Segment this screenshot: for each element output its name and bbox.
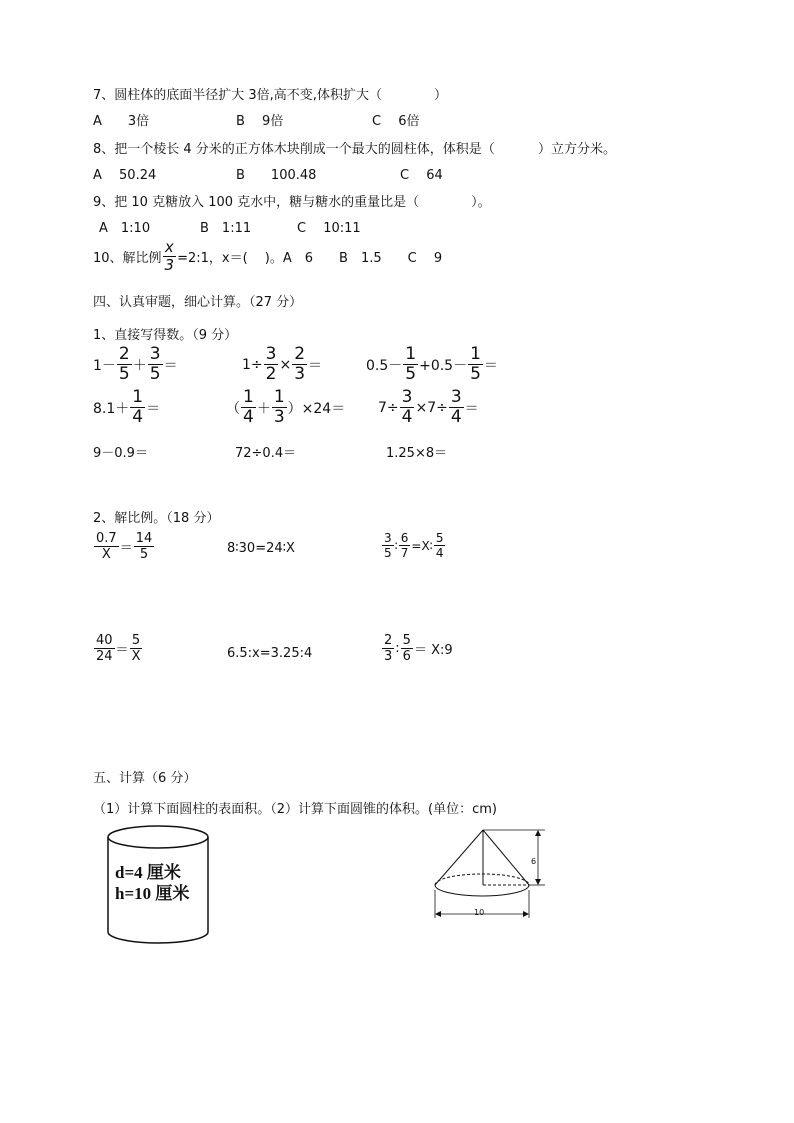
cone-left-side (435, 830, 483, 885)
prop-4-num1: 40 (96, 633, 113, 648)
prop-3-mid: =X∶ (411, 538, 433, 553)
proportion-1 (93, 532, 155, 561)
expr-2 (242, 346, 322, 383)
q10-frac-num: x (164, 238, 174, 256)
q8-option-c: C 64 (400, 168, 443, 183)
expr-3-op: +0.5－ (419, 357, 468, 374)
cone-figure (425, 820, 560, 925)
expr-4-tail: ＝ (146, 400, 161, 417)
proportion-3 (381, 532, 446, 559)
q10-prefix: 10、解比例 (93, 251, 162, 266)
proportion-4 (93, 634, 143, 663)
q9-option-b: B 1:11 (200, 221, 252, 236)
expr-6-tail: ＝ (464, 400, 479, 417)
cylinder-bottom-arc (108, 932, 208, 943)
prop-1-den1: X (101, 547, 111, 562)
expr-1-lead: 1－ (93, 357, 116, 374)
prop-6-colon: : (395, 641, 400, 656)
prop-3-den3: 4 (435, 546, 444, 560)
prop-3-den2: 7 (400, 546, 409, 560)
prop-1-num1: 0.7 (96, 531, 117, 546)
expr-6-f2-num: 3 (450, 387, 462, 407)
cylinder-diameter-label: d=4 厘米 (115, 863, 181, 882)
expr-2-f1-den: 2 (265, 364, 277, 384)
q9-text: 9、把 10 克糖放入 100 克水中，糖与糖水的重量比是（ ）。 (93, 195, 491, 210)
cone-right-side (483, 830, 529, 885)
expr-5 (226, 389, 345, 426)
expr-2-f2-den: 3 (294, 364, 306, 384)
expr-5-f1-num: 1 (243, 387, 254, 407)
expr-6-f2-den: 4 (450, 407, 462, 427)
expr-2-lead: 1÷ (242, 356, 263, 373)
expr-5-f1-den: 4 (243, 407, 254, 427)
expr-5-f2-den: 3 (273, 407, 285, 427)
prop-4-den2: X (131, 649, 141, 664)
expr-1-f1-den: 5 (118, 364, 130, 384)
q7-option-b: B 9倍 (236, 114, 284, 129)
expr-6-lead: 7÷ (378, 399, 399, 416)
cone-width-arrow-right (523, 911, 529, 917)
q8-option-a: A 50.24 (93, 168, 157, 183)
q8-option-b: B 100.48 (236, 168, 317, 183)
expr-1-op: ＋ (132, 357, 147, 374)
prop-4-num2: 5 (131, 633, 141, 648)
expr-5-tail: ）×24＝ (287, 400, 346, 417)
prop-4-den1: 24 (96, 649, 113, 664)
expr-8: 72÷0.4＝ (235, 446, 297, 461)
cone-height-arrow-top (535, 830, 541, 836)
expr-3-lead: 0.5－ (366, 357, 403, 374)
expr-1-f1-num: 2 (118, 344, 130, 364)
prop-3-colon: ∶ (394, 538, 398, 553)
cone-height-label: 6 (531, 857, 537, 866)
prop-6-num1: 2 (384, 633, 393, 648)
expr-5-f2-num: 1 (273, 387, 285, 407)
expr-1-f2-den: 5 (149, 364, 161, 384)
expr-3-f1-den: 5 (405, 364, 417, 384)
expr-6-f1-den: 4 (401, 407, 413, 427)
cone-diameter-label: 10 (474, 908, 485, 917)
section5-instructions: （1）计算下面圆柱的表面积。（2）计算下面圆锥的体积。(单位：cm) (93, 802, 497, 817)
prop-6-den1: 3 (384, 649, 393, 664)
expr-2-f1-num: 3 (265, 344, 277, 364)
q9-option-c: C 10:11 (297, 221, 361, 236)
q10-frac-den: 3 (164, 256, 175, 274)
proportion-5: 6.5:x=3.25:4 (227, 646, 313, 661)
prop-1-eq: ＝ (119, 541, 133, 556)
q7-option-c: C 6倍 (372, 114, 420, 129)
q7-option-a: A 3倍 (93, 114, 150, 129)
expr-4-lead: 8.1＋ (93, 400, 130, 417)
prop-6-tail: ＝ X:9 (413, 643, 453, 658)
expr-6 (378, 389, 479, 426)
prop-3-num1: 3 (384, 531, 392, 545)
expr-4-f1-den: 4 (132, 407, 144, 427)
expr-5-op: ＋ (256, 400, 271, 417)
q9-option-a: A 1:10 (99, 221, 151, 236)
q7-text: 7、圆柱体的底面半径扩大 3倍,高不变,体积扩大（ ） (93, 88, 447, 103)
prop-4-eq: ＝ (115, 643, 129, 658)
prop-3-num3: 5 (435, 531, 444, 545)
expr-3-f2-num: 1 (470, 344, 481, 364)
prop-1-num2: 14 (135, 531, 153, 546)
cylinder-top-ellipse (108, 826, 208, 848)
part2-title: 2、解比例。（18 分） (93, 511, 220, 526)
prop-1-den2: 5 (139, 547, 149, 562)
expr-1-f2-num: 3 (149, 344, 161, 364)
cone-width-arrow-left (435, 911, 441, 917)
section5-title: 五、计算（6 分） (93, 771, 197, 786)
cone-base-back-arc (435, 874, 529, 885)
q10-line (93, 240, 442, 273)
expr-3-f1-num: 1 (405, 344, 417, 364)
expr-2-op: × (279, 356, 292, 373)
prop-6-den2: 6 (402, 649, 411, 664)
expr-1-tail: ＝ (163, 357, 178, 374)
cone-height-arrow-bottom (535, 879, 541, 885)
proportion-6 (381, 634, 453, 663)
expr-9: 1.25×8＝ (386, 446, 448, 461)
expr-6-f1-num: 3 (401, 387, 413, 407)
expr-4 (93, 389, 160, 426)
proportion-2: 8∶30=24∶X (227, 541, 295, 556)
cylinder-height-label: h=10 厘米 (115, 884, 190, 903)
prop-6-num2: 5 (402, 633, 411, 648)
expr-3-tail: ＝ (483, 357, 498, 374)
q10-suffix: =2:1，x＝( )。A 6 B 1.5 C 9 (177, 251, 443, 266)
q8-text: 8、把一个棱长 4 分米的正方体木块削成一个最大的圆柱体，体积是（ ）立方分米。 (93, 142, 616, 157)
expr-2-tail: ＝ (308, 357, 323, 374)
expr-4-f1-num: 1 (132, 387, 144, 407)
section4-title: 四、认真审题，细心计算。（27 分） (93, 295, 303, 310)
expr-5-lead: （ (226, 400, 240, 417)
expr-3 (366, 346, 498, 383)
prop-3-num2: 6 (400, 531, 409, 545)
prop-3-den1: 5 (384, 546, 392, 560)
expr-7: 9－0.9＝ (93, 446, 148, 461)
q10-fraction (163, 240, 177, 273)
expr-2-f2-num: 2 (294, 344, 306, 364)
cone-base-front-arc (435, 885, 529, 896)
expr-6-op: ×7÷ (415, 399, 448, 416)
expr-1 (93, 346, 178, 383)
expr-3-f2-den: 5 (470, 364, 481, 384)
part1-title: 1、直接写得数。（9 分） (93, 328, 238, 343)
